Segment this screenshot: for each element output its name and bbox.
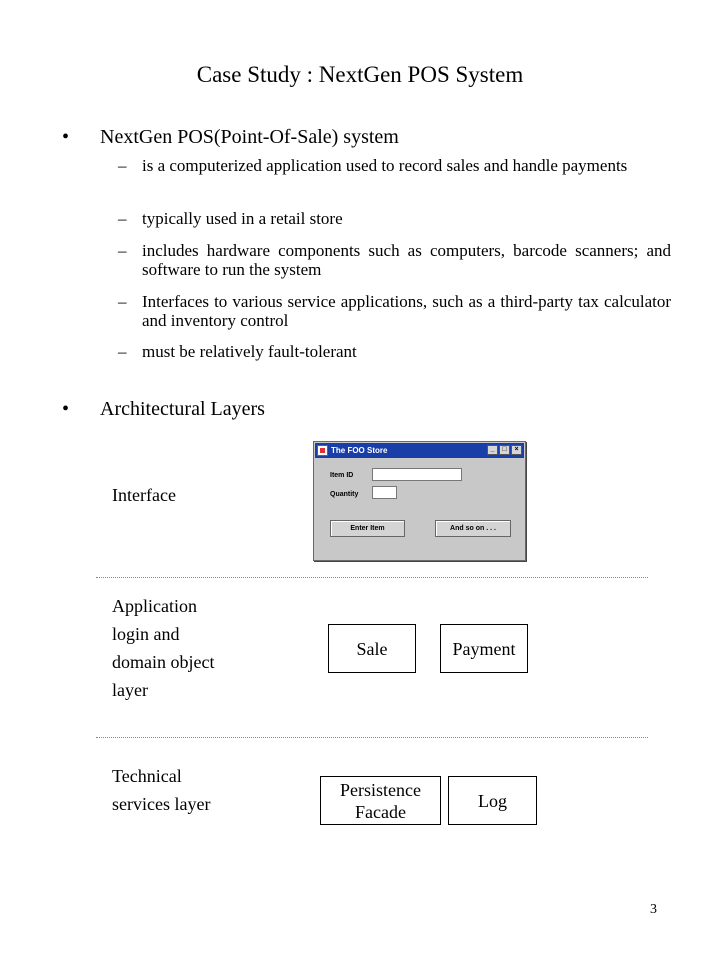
label-line: Technical bbox=[112, 766, 182, 786]
page-number: 3 bbox=[650, 902, 657, 917]
page-title: Case Study : NextGen POS System bbox=[196, 62, 524, 87]
close-icon[interactable]: × bbox=[511, 445, 522, 455]
bullet-nextgen-pos: NextGen POS(Point-Of-Sale) system bbox=[100, 126, 399, 148]
sub-bullet-item: typically used in a retail store bbox=[142, 209, 343, 228]
layer-divider bbox=[96, 577, 648, 578]
label-line: services layer bbox=[112, 794, 211, 814]
layer-divider bbox=[96, 737, 648, 738]
sub-bullet-item: Interfaces to various service applications, such as a third-party tax calculator and inventory control bbox=[142, 292, 671, 330]
box-line: Facade bbox=[355, 801, 406, 822]
and-so-on-button[interactable]: And so on . . . bbox=[435, 520, 511, 537]
persistence-facade-box bbox=[320, 776, 441, 825]
bullet-architectural-layers: Architectural Layers bbox=[100, 398, 265, 420]
sub-bullet-item: is a computerized application used to record sales and handle payments bbox=[142, 156, 628, 175]
sub-bullet-item: includes hardware components such as computers, barcode scanners; and software to run the system bbox=[142, 241, 671, 279]
quantity-label: Quantity bbox=[330, 491, 359, 498]
label-line: domain object bbox=[112, 652, 215, 672]
minimize-icon[interactable]: _ bbox=[487, 445, 498, 455]
sub-bullet-dash: – bbox=[118, 241, 127, 260]
item-id-label: Item ID bbox=[330, 472, 354, 479]
sub-bullet-dash: – bbox=[118, 342, 127, 361]
item-id-field[interactable] bbox=[372, 468, 462, 481]
sub-bullet-dash: – bbox=[118, 292, 127, 311]
label-line: layer bbox=[112, 680, 148, 700]
enter-item-button[interactable]: Enter Item bbox=[330, 520, 405, 537]
sub-bullet-item: must be relatively fault-tolerant bbox=[142, 342, 357, 361]
technical-layer-label bbox=[112, 762, 282, 818]
window-title-bar bbox=[315, 443, 524, 458]
application-layer-label bbox=[112, 592, 282, 704]
window-title: The FOO Store bbox=[331, 446, 388, 455]
maximize-icon[interactable]: □ bbox=[499, 445, 510, 455]
sub-bullet-dash: – bbox=[118, 156, 127, 175]
bullet-symbol: • bbox=[62, 126, 70, 148]
java-app-icon bbox=[317, 445, 328, 456]
label-line: login and bbox=[112, 624, 180, 644]
payment-box: Payment bbox=[440, 624, 528, 673]
foo-store-window bbox=[313, 441, 526, 561]
label-line: Application bbox=[112, 596, 197, 616]
box-line: Persistence bbox=[340, 779, 421, 800]
sub-bullet-dash: – bbox=[118, 209, 127, 228]
sale-box: Sale bbox=[328, 624, 416, 673]
log-box: Log bbox=[448, 776, 537, 825]
interface-layer-label: Interface bbox=[112, 485, 176, 505]
quantity-field[interactable] bbox=[372, 486, 397, 499]
bullet-symbol: • bbox=[62, 398, 70, 420]
